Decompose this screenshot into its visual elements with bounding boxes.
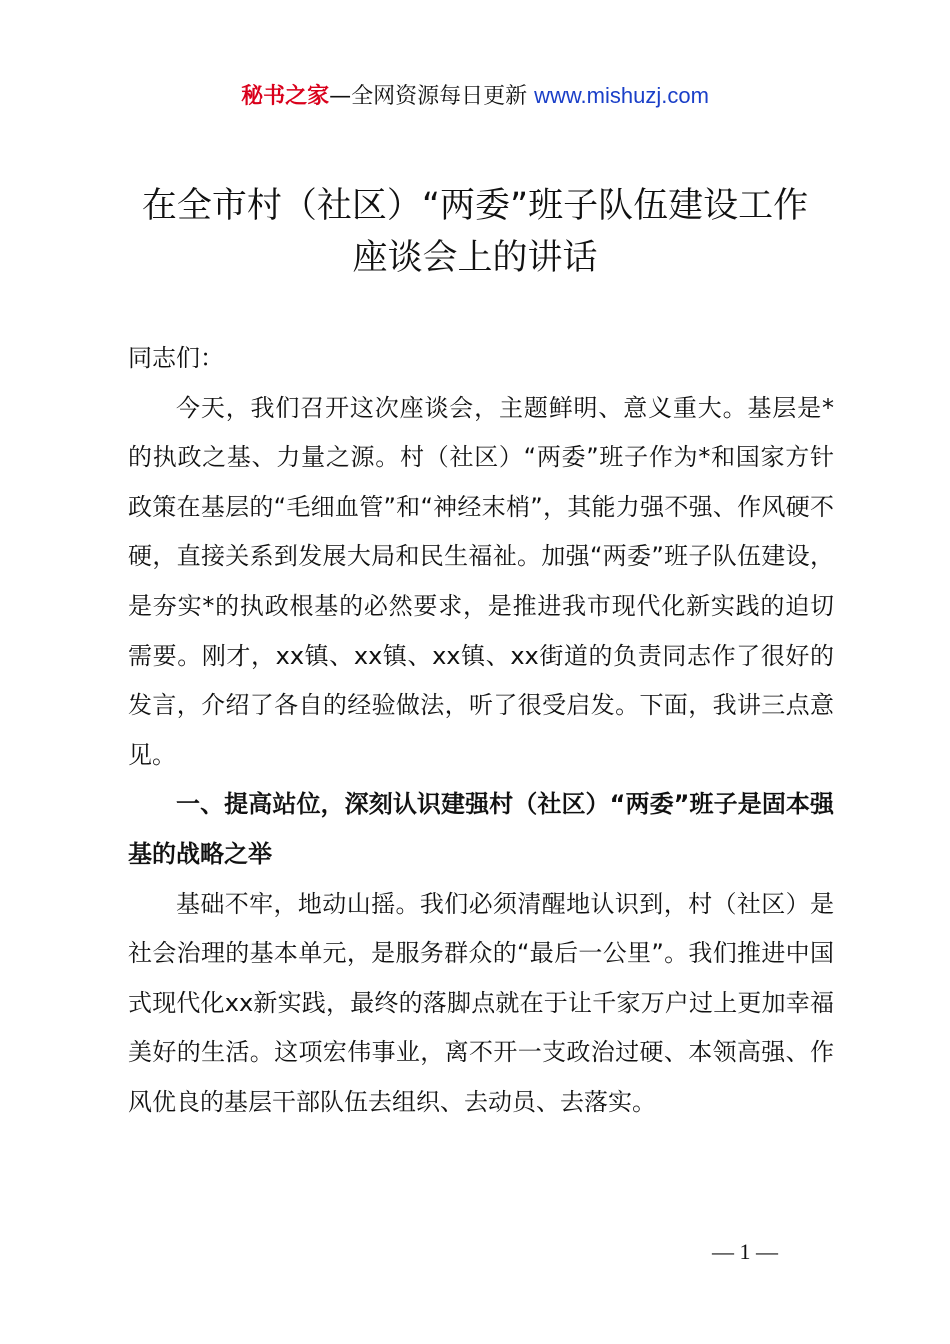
page-number: — 1 — (712, 1239, 778, 1264)
banner-tagline: —全网资源每日更新 (329, 84, 535, 109)
site-url-link[interactable]: www.mishuzj.com (534, 83, 709, 108)
document-title (60, 180, 890, 284)
section-heading-1: 一、提高站位，深刻认识建强村（社区）“两委”班子是固本强基的战略之举 (128, 790, 834, 868)
title-line-1: 在全市村（社区）“两委”班子队伍建设工作 (141, 186, 809, 226)
brand-name: 秘书之家 (241, 84, 330, 109)
paragraph-section-1: 基础不牢，地动山摇。我们必须清醒地认识到，村（社区）是社会治理的基本单元，是服务群众的“最后一公里”。我们推进中国式现代化xx新实践，最终的落脚点就在于让千家万户过上更加幸福美好的生活。这项宏伟事业，离不开一支政治过硬、本领高强、作风优良的基层干部队伍去组织、去动员、去落实。 (128, 889, 834, 1116)
document-body (128, 334, 834, 1128)
paragraph-intro: 今天，我们召开这次座谈会，主题鲜明、意义重大。基层是*的执政之基、力量之源。村（社区）“两委”班子作为*和国家方针政策在基层的“毛细血管”和“神经末梢”，其能力强不强、作风硬不硬，直接关系到发展大局和民生福祉。加强“两委”班子队伍建设，是夯实*的执政根基的必然要求，是推进我市现代化新实践的迫切需要。刚才，xx镇、xx镇、xx镇、xx街道的负责同志作了很好的发言，介绍了各自的经验做法，听了很受启发。下面，我讲三点意见。 (128, 393, 834, 769)
title-line-2: 座谈会上的讲话 (352, 238, 598, 278)
site-banner (0, 80, 950, 113)
salutation: 同志们： (128, 344, 224, 372)
